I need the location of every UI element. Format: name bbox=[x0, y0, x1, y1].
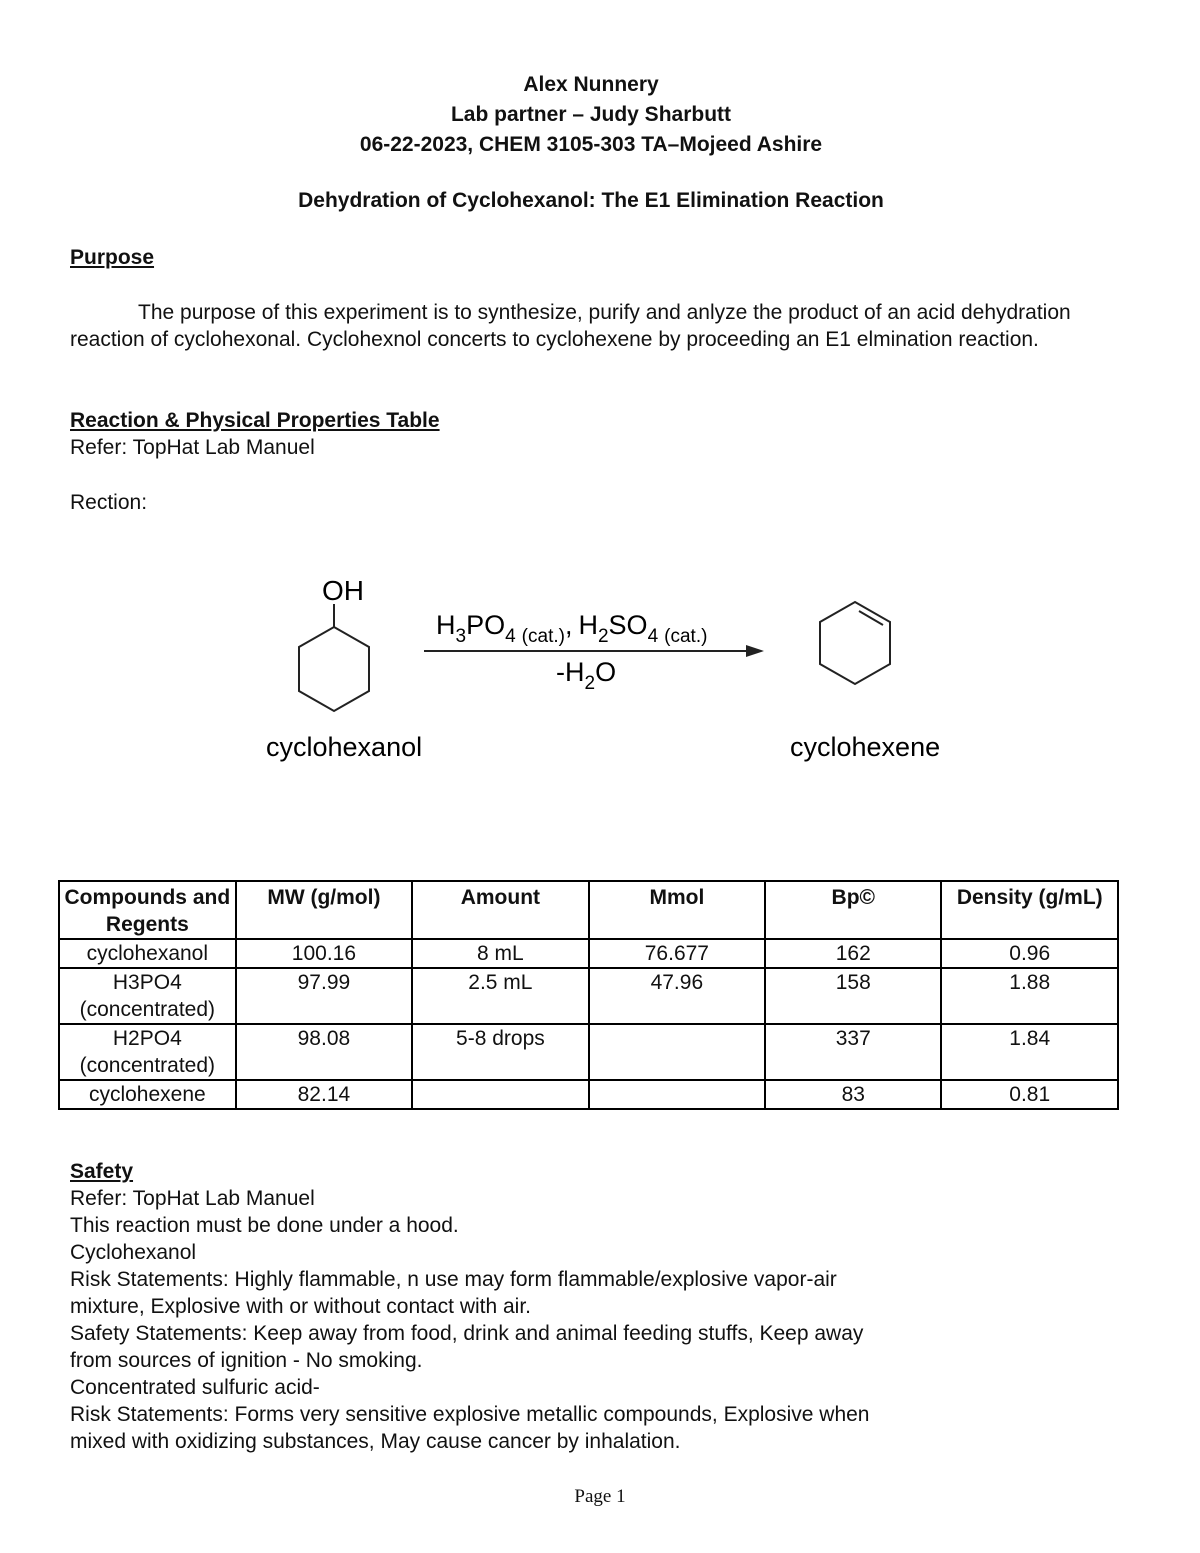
safety-line: mixture, Explosive with or without contact with air. bbox=[70, 1295, 532, 1318]
safety-line: This reaction must be done under a hood. bbox=[70, 1214, 459, 1237]
byproduct-h: -H bbox=[556, 657, 585, 687]
table-cell: 158 bbox=[765, 968, 941, 1024]
safety-line: Cyclohexanol bbox=[70, 1241, 197, 1264]
hydroxyl-group-label: OH bbox=[322, 575, 364, 606]
col-mw: MW (g/mol) bbox=[236, 881, 412, 939]
table-cell: 0.81 bbox=[941, 1080, 1118, 1109]
table-row bbox=[59, 939, 1118, 968]
reagents-label bbox=[436, 610, 707, 647]
purpose-paragraph: The purpose of this experiment is to synthesize, purify and anlyze the product of an acid dehydration reaction of cyclohexonal. Cyclohexnol concerts to cyclohexene by proceeding an E1 elmination reaction. bbox=[70, 301, 1071, 351]
safety-line: Refer: TopHat Lab Manuel bbox=[70, 1187, 315, 1210]
reagent-h: H bbox=[436, 610, 456, 640]
table-row bbox=[59, 1024, 1118, 1080]
reagent-so: SO bbox=[608, 610, 648, 640]
table-cell: 83 bbox=[765, 1080, 941, 1109]
table-cell: cyclohexanol bbox=[59, 939, 236, 968]
reactant-name: cyclohexanol bbox=[266, 732, 423, 762]
reaction-label: Rection: bbox=[70, 491, 148, 514]
table-row bbox=[59, 968, 1118, 1024]
col-amount: Amount bbox=[412, 881, 589, 939]
reagent-h2: H bbox=[578, 610, 598, 640]
reagent-separator: , bbox=[564, 610, 573, 640]
safety-line: Concentrated sulfuric acid- bbox=[70, 1376, 320, 1399]
byproduct-o: O bbox=[595, 657, 617, 687]
date-course: 06-22-2023, CHEM 3105-303 TA–Mojeed Ashire bbox=[359, 133, 823, 156]
table-cell: 97.99 bbox=[236, 968, 412, 1024]
reaction-heading: Reaction & Physical Properties Table bbox=[70, 409, 440, 432]
byproduct-sub: 2 bbox=[584, 673, 596, 694]
purpose-heading: Purpose bbox=[70, 246, 155, 269]
lab-partner: Lab partner – Judy Sharbutt bbox=[450, 103, 732, 126]
safety-line: Safety Statements: Keep away from food, drink and animal feeding stuffs, Keep away bbox=[70, 1322, 864, 1345]
col-bp: Bp© bbox=[765, 881, 941, 939]
safety-line: mixed with oxidizing substances, May cause cancer by inhalation. bbox=[70, 1430, 681, 1453]
properties-table bbox=[58, 880, 1119, 1110]
reaction-arrow bbox=[424, 645, 764, 657]
table-cell: 162 bbox=[765, 939, 941, 968]
reagent-h-sub: 3 bbox=[455, 626, 467, 647]
table-cell: 47.96 bbox=[589, 968, 765, 1024]
table-cell: 98.08 bbox=[236, 1024, 412, 1080]
safety-heading: Safety bbox=[70, 1160, 134, 1183]
reagent-2-note: (cat.) bbox=[664, 626, 708, 647]
table-cell: 82.14 bbox=[236, 1080, 412, 1109]
reaction-scheme bbox=[250, 560, 970, 780]
table-cell: 2.5 mL bbox=[412, 968, 589, 1024]
table-cell: 1.88 bbox=[941, 968, 1118, 1024]
reaction-refer: Refer: TopHat Lab Manuel bbox=[70, 436, 315, 459]
table-cell: 76.677 bbox=[589, 939, 765, 968]
reagent-h2-sub: 2 bbox=[597, 626, 609, 647]
document-title: Dehydration of Cyclohexanol: The E1 Elimination Reaction bbox=[298, 189, 884, 212]
purpose-text bbox=[70, 299, 1100, 353]
table-cell: H2PO4 (concentrated) bbox=[59, 1024, 236, 1080]
cyclohexene-structure bbox=[820, 602, 890, 684]
table-cell bbox=[412, 1080, 589, 1109]
col-compounds: Compounds and Regents bbox=[59, 881, 236, 939]
table-row bbox=[59, 1080, 1118, 1109]
col-density: Density (g/mL) bbox=[941, 881, 1118, 939]
table-cell: 1.84 bbox=[941, 1024, 1118, 1080]
page-number: Page 1 bbox=[574, 1486, 626, 1507]
table-cell bbox=[589, 1080, 765, 1109]
table-cell: 8 mL bbox=[412, 939, 589, 968]
table-cell: 5-8 drops bbox=[412, 1024, 589, 1080]
table-cell: 100.16 bbox=[236, 939, 412, 968]
table-header-row bbox=[59, 881, 1118, 939]
table-cell: cyclohexene bbox=[59, 1080, 236, 1109]
table-cell: 337 bbox=[765, 1024, 941, 1080]
table-cell: H3PO4 (concentrated) bbox=[59, 968, 236, 1024]
safety-line: from sources of ignition - No smoking. bbox=[70, 1349, 423, 1372]
safety-line: Risk Statements: Forms very sensitive explosive metallic compounds, Explosive when bbox=[70, 1403, 870, 1426]
cyclohexanol-structure bbox=[299, 604, 369, 711]
table-cell: 0.96 bbox=[941, 939, 1118, 968]
table-cell bbox=[589, 1024, 765, 1080]
col-mmol: Mmol bbox=[589, 881, 765, 939]
author-name: Alex Nunnery bbox=[523, 73, 659, 96]
byproduct-label bbox=[556, 657, 616, 694]
reagent-po: PO bbox=[466, 610, 506, 640]
reagent-so-sub: 4 bbox=[647, 626, 659, 647]
reagent-po-sub: 4 bbox=[505, 626, 516, 647]
safety-line: Risk Statements: Highly flammable, n use may form flammable/explosive vapor-air bbox=[70, 1268, 837, 1291]
product-name: cyclohexene bbox=[790, 732, 941, 762]
reagent-1-note: (cat.) bbox=[521, 626, 565, 647]
